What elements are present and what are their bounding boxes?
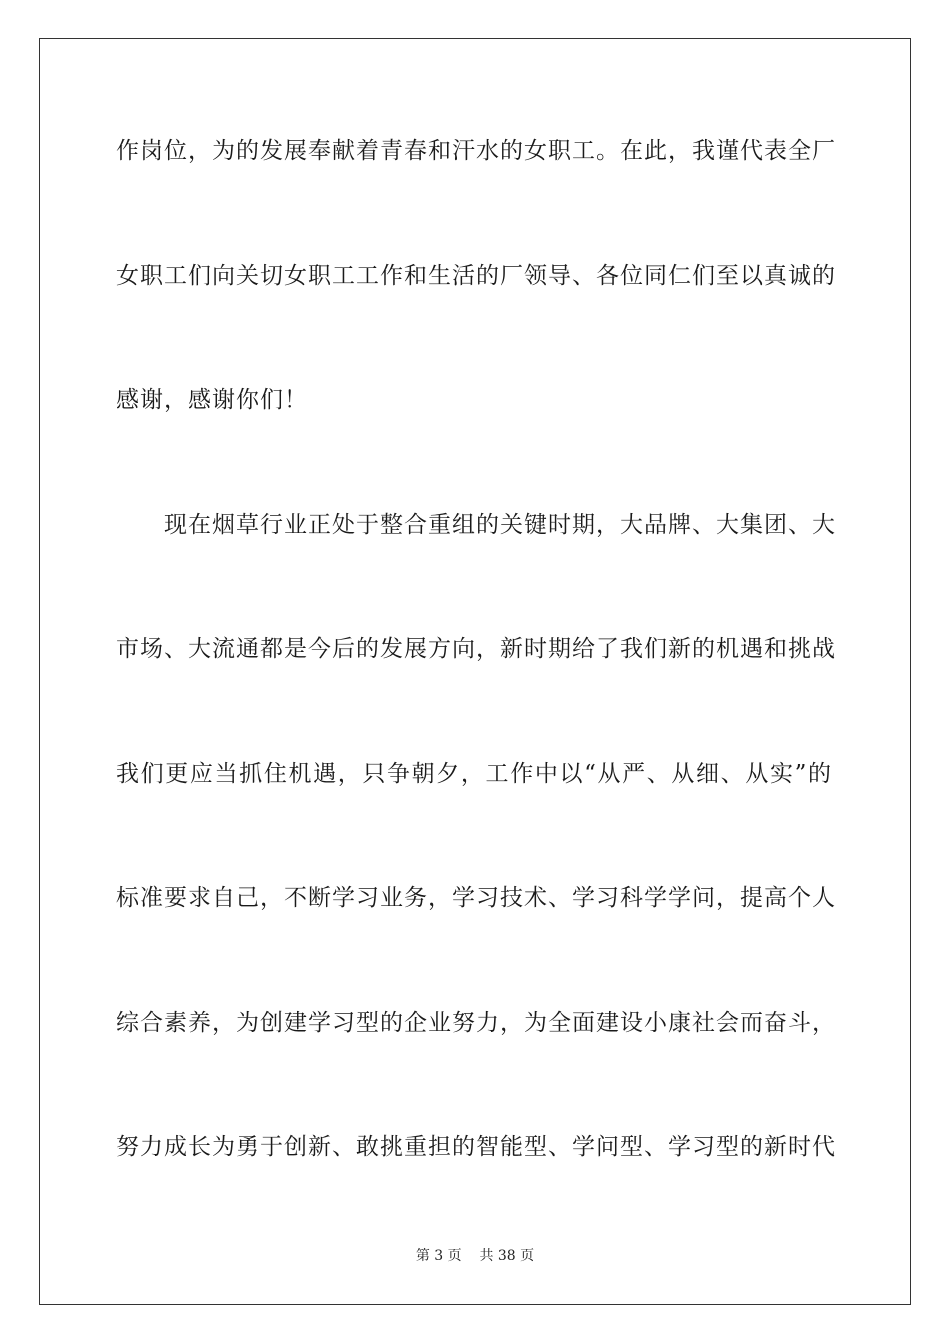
body-text-line-3: 感谢，感谢你们！ — [116, 387, 308, 413]
page-number: 第 3 页 — [415, 1248, 462, 1264]
page-border — [39, 38, 911, 1305]
body-text-line-6: 我们更应当抓住机遇，只争朝夕，工作中以“从严、从细、从实”的 — [116, 761, 832, 787]
body-text-line-5: 市场、大流通都是今后的发展方向，新时期给了我们新的机遇和挑战 — [116, 636, 836, 662]
body-text-line-7: 标准要求自己，不断学习业务，学习技术、学习科学学问，提高个人 — [116, 885, 836, 911]
page-footer — [0, 1246, 950, 1266]
body-text-line-8: 综合素养，为创建学习型的企业努力，为全面建设小康社会而奋斗， — [116, 1010, 836, 1036]
body-text-line-4: 现在烟草行业正处于整合重组的关键时期，大品牌、大集团、大 — [164, 512, 836, 538]
body-text-line-9: 努力成长为勇于创新、敢挑重担的智能型、学问型、学习型的新时代 — [116, 1134, 836, 1160]
body-text-line-2: 女职工们向关切女职工工作和生活的厂领导、各位同仁们至以真诚的 — [116, 263, 836, 289]
body-text-line-1: 作岗位，为的发展奉献着青春和汗水的女职工。在此，我谨代表全厂 — [116, 138, 836, 164]
page-total: 共 38 页 — [479, 1248, 535, 1264]
